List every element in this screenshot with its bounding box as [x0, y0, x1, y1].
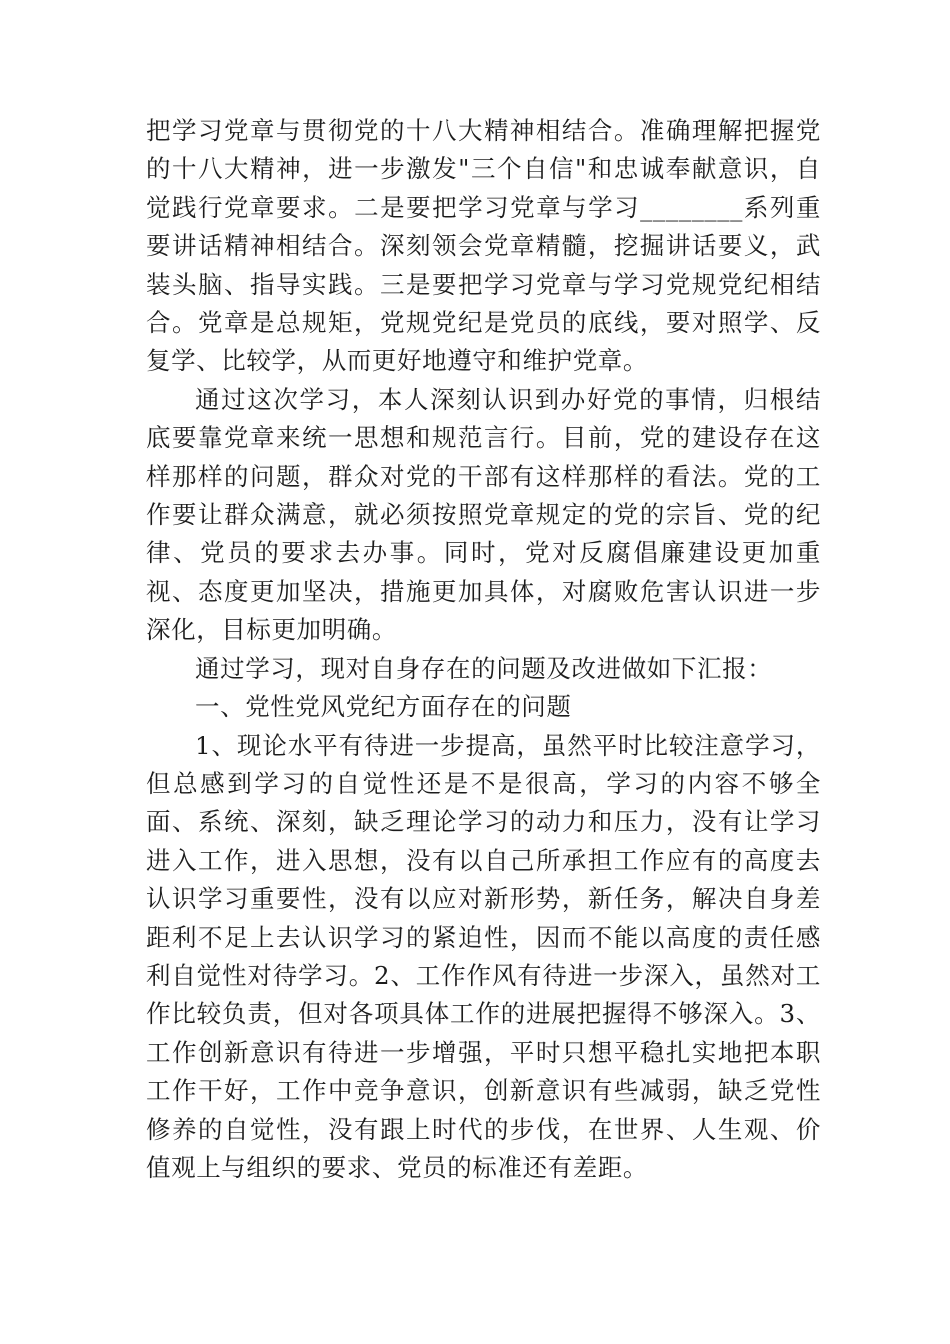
paragraph-study-reflection: 通过这次学习，本人深刻认识到办好党的事情，归根结底要靠党章来统一思想和规范言行。目前，党的建设存在这样那样的问题，群众对党的干部有这样那样的看法。党的工作要让群众满意，就必须按照党章规定的党的宗旨、党的纪律、党员的要求去办事。同时，党对反腐倡廉建设更加重视、态度更加坚决，措施更加具体，对腐败危害认识进一步深化，目标更加明确。: [146, 384, 821, 645]
document-body: [146, 112, 821, 1187]
section-heading: 一、党性党风党纪方面存在的问题: [195, 692, 572, 722]
paragraph-report-intro: 通过学习，现对自身存在的问题及改进做如下汇报：: [195, 653, 773, 683]
paragraph-continuation: 把学习党章与贯彻党的十八大精神相结合。准确理解把握党的十八大精神，进一步激发"三个自信"和忠诚奉献意识，自觉践行党章要求。二是要把学习党章与学习________系列重要讲话精神相结合。深刻领会党章精髓，挖掘讲话要义，武装头脑、指导实践。三是要把学习党章与学习党规党纪相结合。党章是总规矩，党规党纪是党员的底线，要对照学、反复学、比较学，从而更好地遵守和维护党章。: [146, 116, 821, 376]
paragraph-problems: 1、现论水平有待进一步提高，虽然平时比较注意学习，但总感到学习的自觉性还是不是很高，学习的内容不够全面、系统、深刻，缺乏理论学习的动力和压力，没有让学习进入工作，进入思想，没有以自己所承担工作应有的高度去认识学习重要性，没有以应对新形势，新任务，解决自身差距利不足上去认识学习的紧迫性，因而不能以高度的责任感利自觉性对待学习。2、工作作风有待进一步深入，虽然对工作比较负责，但对各项具体工作的进展把握得不够深入。3、工作创新意识有待进一步增强，平时只想平稳扎实地把本职工作干好，工作中竞争意识，创新意识有些减弱，缺乏党性修养的自觉性，没有跟上时代的步伐，在世界、人生观、价值观上与组织的要求、党员的标准还有差距。: [146, 730, 821, 1182]
